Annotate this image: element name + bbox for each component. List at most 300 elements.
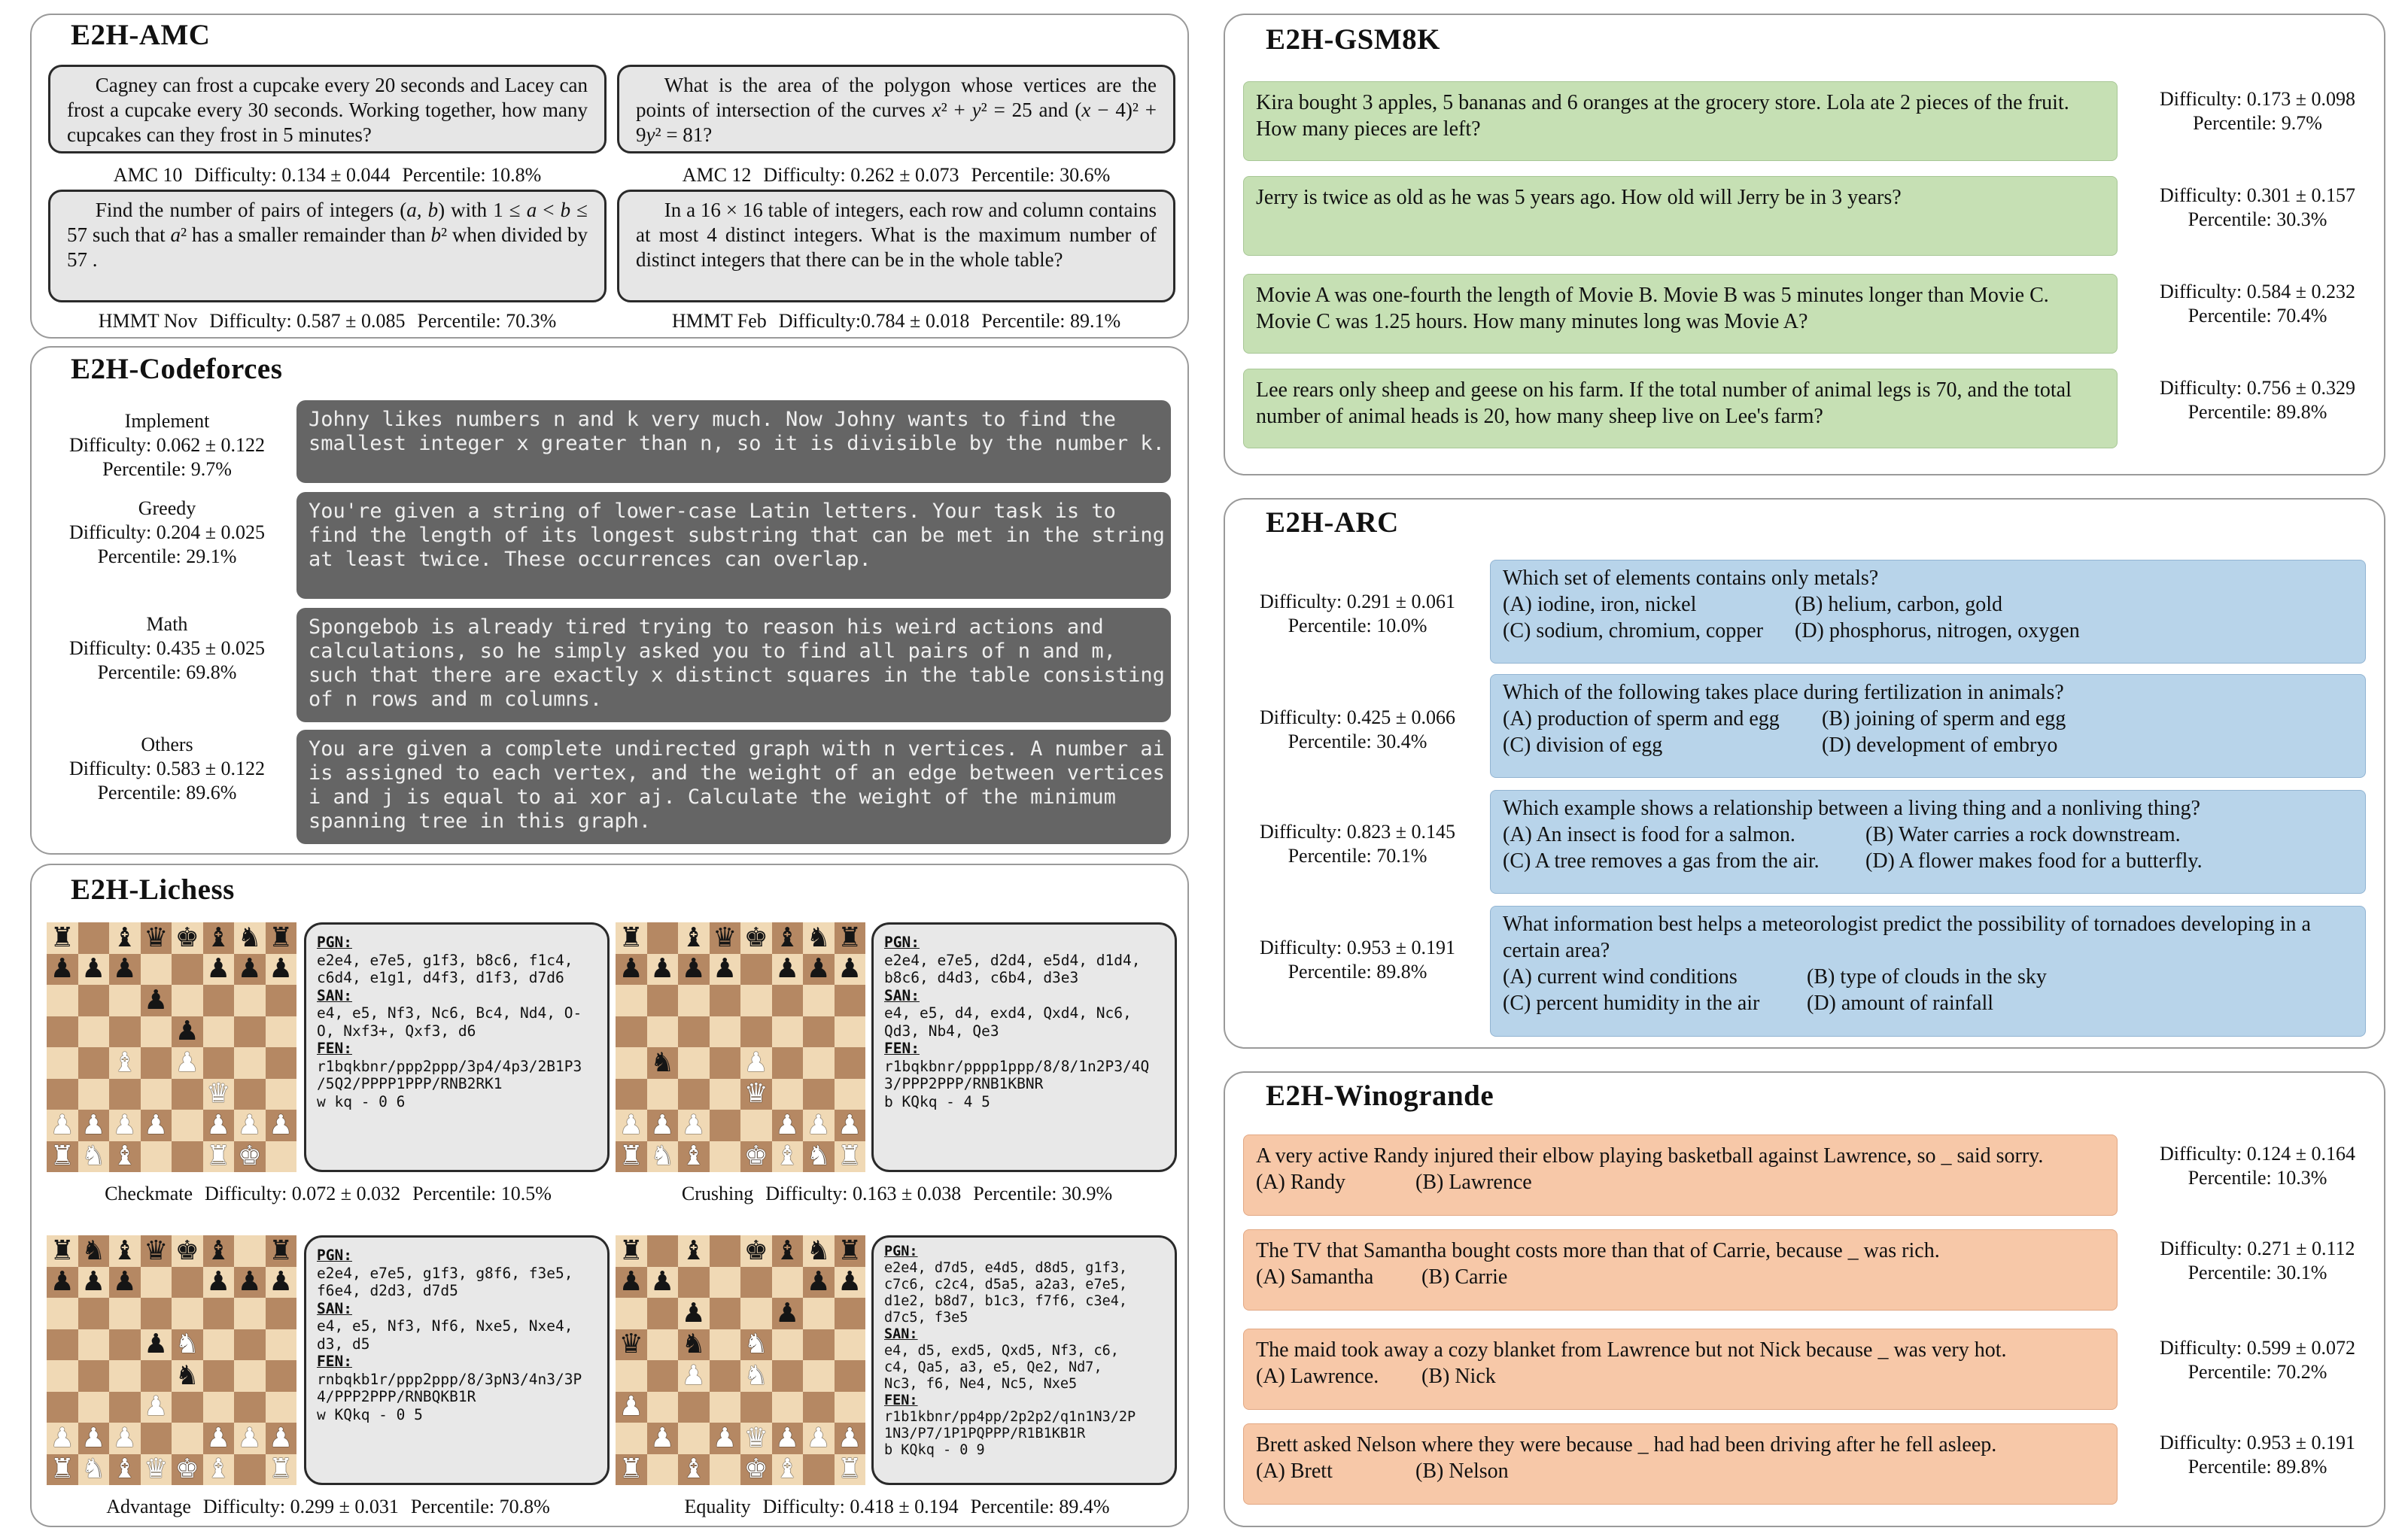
- black-pawn-icon: ♟: [838, 1266, 862, 1298]
- white-pawn-icon: ♟: [806, 1422, 831, 1453]
- chess-square: [803, 1360, 835, 1392]
- white-pawn-icon: ♟: [619, 1391, 643, 1423]
- black-bishop-icon: ♝: [775, 1235, 800, 1266]
- codeforces-title: E2H-Codeforces: [71, 353, 283, 385]
- black-pawn-icon: ♟: [650, 953, 675, 985]
- chess-square: [172, 1454, 203, 1486]
- gsm8k-question-4: Lee rears only sheep and geese on his farm. If the total number of animal legs is 70, and the total number of animal heads is 20, how many sheep live on Lee's farm?: [1243, 369, 2118, 448]
- chess-square: [835, 1235, 866, 1267]
- black-rook-icon: ♜: [838, 1235, 862, 1266]
- arc-stat-3: Difficulty: 0.823 ± 0.145 Percentile: 70.1%: [1259, 821, 1456, 867]
- chess-square: [109, 1047, 141, 1079]
- black-knight-icon: ♞: [175, 1359, 199, 1391]
- chess-square: [772, 1016, 804, 1048]
- chess-square: [47, 1298, 78, 1329]
- chess-square: [835, 922, 866, 954]
- chess-square: [678, 1360, 710, 1392]
- chess-square: [616, 1235, 647, 1267]
- white-rook-icon: ♜: [619, 1141, 643, 1172]
- chess-square: [616, 1298, 647, 1329]
- chess-square: [678, 1267, 710, 1299]
- chess-square: [803, 1298, 835, 1329]
- chess-square: [141, 1047, 172, 1079]
- chess-square: [772, 1141, 804, 1173]
- chess-square: [835, 985, 866, 1016]
- gsm8k-title: E2H-GSM8K: [1266, 23, 1441, 56]
- white-bishop-icon: ♝: [206, 1453, 231, 1485]
- white-queen-icon: ♛: [743, 1078, 768, 1110]
- pgn-box-3: PGN: e2e4, e7e5, g1f3, g8f6, f3e5, f6e4, d2d3, d7d5 SAN: e4, e5, Nf3, Nf6, Nxe5, Nxe4, d3, d5 FEN: rnbqkb1r/ppp2ppp/8/3pN3/4n3/3P 4/PPP2PPP/RNBQKB1R w KQkq - 0 5: [304, 1235, 610, 1485]
- gsm8k-stat-1: Difficulty: 0.173 ± 0.098 Percentile: 9.7%: [2159, 88, 2356, 134]
- black-knight-icon: ♞: [650, 1046, 675, 1078]
- gsm8k-question-3: Movie A was one-fourth the length of Movie B. Movie B was 5 minutes longer than Movie C. Movie C was 1.25 hours. How many minutes long was Movie A?: [1243, 274, 2118, 354]
- chess-square: [47, 1235, 78, 1267]
- chess-square: [710, 1267, 741, 1299]
- black-pawn-icon: ♟: [681, 1297, 706, 1329]
- black-rook-icon: ♜: [50, 1235, 74, 1266]
- black-pawn-icon: ♟: [681, 953, 706, 985]
- lichess-caption-3: Advantage Difficulty: 0.299 ± 0.031 Percentile: 70.8%: [106, 1496, 550, 1517]
- winogrande-title: E2H-Winogrande: [1266, 1080, 1494, 1112]
- chess-board-4: [616, 1235, 865, 1485]
- white-pawn-icon: ♟: [81, 1109, 106, 1141]
- chess-square: [172, 1360, 203, 1392]
- chess-square: [141, 985, 172, 1016]
- black-pawn-icon: ♟: [838, 953, 862, 985]
- lichess-caption-2: Crushing Difficulty: 0.163 ± 0.038 Percentile: 30.9%: [681, 1183, 1113, 1204]
- black-pawn-icon: ♟: [144, 1329, 169, 1360]
- chess-square: [203, 954, 235, 986]
- chess-square: [678, 1016, 710, 1048]
- chess-square: [740, 985, 772, 1016]
- chess-square: [141, 1110, 172, 1141]
- chess-square: [172, 1047, 203, 1079]
- white-pawn-icon: ♟: [112, 1109, 137, 1141]
- black-pawn-icon: ♟: [775, 1297, 800, 1329]
- white-knight-icon: ♞: [743, 1329, 768, 1360]
- chess-square: [647, 1016, 679, 1048]
- chess-square: [47, 1016, 78, 1048]
- white-rook-icon: ♜: [206, 1141, 231, 1172]
- chess-square: [172, 1016, 203, 1048]
- gsm8k-question-2: Jerry is twice as old as he was 5 years ago. How old will Jerry be in 3 years?: [1243, 176, 2118, 256]
- chess-square: [234, 1047, 266, 1079]
- black-king-icon: ♚: [175, 922, 199, 953]
- white-queen-icon: ♛: [743, 1422, 768, 1453]
- chess-square: [172, 985, 203, 1016]
- chess-square: [772, 1110, 804, 1141]
- gsm8k-question-1: Kira bought 3 apples, 5 bananas and 6 oranges at the grocery store. Lola ate 2 pieces of the fruit. How many pieces are left?: [1243, 81, 2118, 161]
- white-rook-icon: ♜: [838, 1453, 862, 1485]
- pgn-box-1: PGN: e2e4, e7e5, g1f3, b8c6, f1c4, c6d4, e1g1, d4f3, d1f3, d7d6 SAN: e4, e5, Nf3, Nc6, Bc4, Nd4, O- O, Nxf3+, Qxf3, d6 FEN: r1bqkbnr/ppp2ppp/3p4/4p3/2B1P3 /5Q2/PPPP1PPP/RNB2RK1 w kq - 0 6: [304, 922, 610, 1172]
- white-pawn-icon: ♟: [237, 1422, 262, 1453]
- chess-square: [803, 1267, 835, 1299]
- chess-square: [616, 1079, 647, 1110]
- chess-square: [203, 1454, 235, 1486]
- chess-square: [109, 922, 141, 954]
- chess-square: [109, 954, 141, 986]
- white-pawn-icon: ♟: [775, 1109, 800, 1141]
- chess-board-2: [616, 922, 865, 1172]
- chess-square: [803, 922, 835, 954]
- chess-square: [266, 1016, 297, 1048]
- white-pawn-icon: ♟: [237, 1109, 262, 1141]
- chess-square: [647, 1329, 679, 1361]
- lichess-title: E2H-Lichess: [71, 873, 235, 906]
- black-bishop-icon: ♝: [681, 1235, 706, 1266]
- chess-square: [678, 954, 710, 986]
- chess-square: [740, 1329, 772, 1361]
- chess-square: [710, 1454, 741, 1486]
- chess-square: [203, 1360, 235, 1392]
- white-pawn-icon: ♟: [269, 1109, 293, 1141]
- chess-square: [47, 1360, 78, 1392]
- black-king-icon: ♚: [175, 1235, 199, 1266]
- white-rook-icon: ♜: [50, 1453, 74, 1485]
- chess-square: [234, 954, 266, 986]
- chess-square: [835, 1047, 866, 1079]
- chess-square: [47, 954, 78, 986]
- chess-square: [141, 1079, 172, 1110]
- chess-square: [772, 985, 804, 1016]
- chess-square: [203, 1079, 235, 1110]
- arc-title: E2H-ARC: [1266, 506, 1399, 539]
- chess-square: [172, 1079, 203, 1110]
- chess-square: [803, 1079, 835, 1110]
- chess-square: [678, 1079, 710, 1110]
- chess-square: [835, 954, 866, 986]
- black-rook-icon: ♜: [619, 922, 643, 953]
- black-pawn-icon: ♟: [237, 953, 262, 985]
- chess-square: [740, 1235, 772, 1267]
- chess-square: [647, 1423, 679, 1454]
- chess-square: [234, 985, 266, 1016]
- black-pawn-icon: ♟: [237, 1266, 262, 1298]
- chess-square: [616, 1423, 647, 1454]
- white-pawn-icon: ♟: [81, 1422, 106, 1453]
- chess-square: [835, 1454, 866, 1486]
- white-pawn-icon: ♟: [838, 1109, 862, 1141]
- white-knight-icon: ♞: [175, 1329, 199, 1360]
- chess-square: [203, 1392, 235, 1423]
- arc-question-1: Which set of elements contains only metals? (A) iodine, iron, nickel (B) helium, carbon, gold (C) sodium, chromium, copper (D) phosphorus, nitrogen, oxygen: [1490, 560, 2366, 664]
- chess-square: [740, 1298, 772, 1329]
- black-queen-icon: ♛: [619, 1329, 643, 1360]
- chess-square: [740, 1267, 772, 1299]
- white-pawn-icon: ♟: [775, 1422, 800, 1453]
- winogrande-stat-2: Difficulty: 0.271 ± 0.112 Percentile: 30.1%: [2160, 1238, 2355, 1283]
- white-pawn-icon: ♟: [269, 1422, 293, 1453]
- chess-square: [266, 1110, 297, 1141]
- cf-stat-2: Greedy Difficulty: 0.204 ± 0.025 Percentile: 29.1%: [68, 497, 266, 567]
- cf-stat-3: Math Difficulty: 0.435 ± 0.025 Percentile: 69.8%: [68, 613, 266, 683]
- chess-square: [78, 954, 110, 986]
- white-pawn-icon: ♟: [681, 1109, 706, 1141]
- chess-square: [141, 954, 172, 986]
- black-rook-icon: ♜: [50, 922, 74, 953]
- chess-square: [710, 954, 741, 986]
- chess-square: [835, 1016, 866, 1048]
- chess-square: [266, 1235, 297, 1267]
- chess-square: [710, 1141, 741, 1173]
- chess-square: [835, 1141, 866, 1173]
- chess-square: [172, 954, 203, 986]
- chess-square: [616, 1329, 647, 1361]
- chess-square: [266, 1047, 297, 1079]
- black-pawn-icon: ♟: [619, 953, 643, 985]
- chess-square: [835, 1423, 866, 1454]
- chess-square: [710, 1079, 741, 1110]
- black-pawn-icon: ♟: [112, 1266, 137, 1298]
- amc-title: E2H-AMC: [71, 19, 211, 51]
- chess-square: [234, 1298, 266, 1329]
- white-pawn-icon: ♟: [50, 1109, 74, 1141]
- chess-square: [710, 922, 741, 954]
- chess-square: [141, 1329, 172, 1361]
- chess-square: [234, 1079, 266, 1110]
- chess-square: [47, 1329, 78, 1361]
- white-pawn-icon: ♟: [206, 1109, 231, 1141]
- chess-square: [740, 1392, 772, 1423]
- white-knight-icon: ♞: [81, 1453, 106, 1485]
- chess-square: [678, 1454, 710, 1486]
- chess-square: [740, 1079, 772, 1110]
- chess-square: [772, 1360, 804, 1392]
- chess-square: [740, 1454, 772, 1486]
- white-pawn-icon: ♟: [743, 1046, 768, 1078]
- chess-square: [678, 1298, 710, 1329]
- chess-square: [78, 1047, 110, 1079]
- black-knight-icon: ♞: [806, 1235, 831, 1266]
- chess-square: [803, 1392, 835, 1423]
- black-queen-icon: ♛: [144, 922, 169, 953]
- white-king-icon: ♚: [175, 1453, 199, 1485]
- chess-square: [172, 1392, 203, 1423]
- winogrande-question-3: The maid took away a cozy blanket from Lawrence but not Nick because _ was very hot. (A) Lawrence. (B) Nick: [1243, 1329, 2118, 1410]
- chess-square: [710, 1016, 741, 1048]
- chess-square: [78, 1110, 110, 1141]
- pgn-box-2: PGN: e2e4, e7e5, d2d4, e5d4, d1d4, b8c6, d4d3, c6b4, d3e3 SAN: e4, e5, d4, exd4, Qxd4, Nc6, Qd3, Nb4, Qe3 FEN: r1bqkbnr/pppp1ppp/8/8/1n2P3/4Q 3/PPP2PPP/RNB1KBNR b KQkq - 4 5: [871, 922, 1177, 1172]
- chess-board-1: [47, 922, 296, 1172]
- chess-square: [835, 1360, 866, 1392]
- chess-square: [78, 1454, 110, 1486]
- chess-square: [109, 1267, 141, 1299]
- black-bishop-icon: ♝: [206, 922, 231, 953]
- chess-square: [616, 1392, 647, 1423]
- amc-problem-2: What is the area of the polygon whose vertices are the points of intersection of the curves x² + y² = 25 and (x − 4)² + 9y² = 81?: [617, 65, 1175, 153]
- chess-square: [647, 1298, 679, 1329]
- chess-square: [266, 985, 297, 1016]
- chess-square: [740, 1110, 772, 1141]
- winogrande-stat-3: Difficulty: 0.599 ± 0.072 Percentile: 70.2%: [2159, 1337, 2356, 1383]
- black-pawn-icon: ♟: [112, 953, 137, 985]
- chess-square: [109, 1298, 141, 1329]
- gsm8k-stat-2: Difficulty: 0.301 ± 0.157 Percentile: 30.3%: [2159, 184, 2356, 230]
- chess-square: [772, 1423, 804, 1454]
- white-pawn-icon: ♟: [713, 1422, 737, 1453]
- chess-square: [772, 922, 804, 954]
- chess-square: [616, 954, 647, 986]
- chess-square: [772, 1329, 804, 1361]
- chess-square: [78, 1079, 110, 1110]
- chess-square: [234, 1423, 266, 1454]
- chess-square: [203, 1267, 235, 1299]
- chess-square: [616, 985, 647, 1016]
- chess-square: [266, 1267, 297, 1299]
- white-king-icon: ♚: [743, 1453, 768, 1485]
- chess-square: [710, 985, 741, 1016]
- chess-square: [803, 954, 835, 986]
- chess-square: [203, 1047, 235, 1079]
- white-pawn-icon: ♟: [619, 1109, 643, 1141]
- chess-square: [172, 922, 203, 954]
- chess-square: [678, 1047, 710, 1079]
- white-rook-icon: ♜: [269, 1453, 293, 1485]
- chess-square: [78, 1423, 110, 1454]
- black-king-icon: ♚: [743, 1235, 768, 1266]
- chess-square: [266, 922, 297, 954]
- chess-square: [616, 1141, 647, 1173]
- chess-square: [772, 1392, 804, 1423]
- chess-square: [266, 1298, 297, 1329]
- chess-square: [803, 1454, 835, 1486]
- winogrande-question-2: The TV that Samantha bought costs more than that of Carrie, because _ was rich. (A) Samantha (B) Carrie: [1243, 1229, 2118, 1311]
- cf-problem-1: Johny likes numbers n and k very much. Now Johny wants to find the smallest integer x greater than n, so it is divisible by the number k.: [296, 400, 1171, 483]
- amc-caption-4: HMMT Feb Difficulty:0.784 ± 0.018 Percentile: 89.1%: [671, 310, 1121, 332]
- black-rook-icon: ♜: [838, 922, 862, 953]
- white-rook-icon: ♜: [619, 1453, 643, 1485]
- chess-square: [266, 1079, 297, 1110]
- black-bishop-icon: ♝: [775, 922, 800, 953]
- chess-square: [234, 1110, 266, 1141]
- chess-square: [835, 1329, 866, 1361]
- white-rook-icon: ♜: [50, 1141, 74, 1172]
- chess-square: [203, 1329, 235, 1361]
- chess-square: [740, 1047, 772, 1079]
- chess-square: [109, 1423, 141, 1454]
- chess-square: [835, 1110, 866, 1141]
- chess-square: [616, 1360, 647, 1392]
- chess-square: [678, 1110, 710, 1141]
- chess-square: [710, 1235, 741, 1267]
- gsm8k-stat-4: Difficulty: 0.756 ± 0.329 Percentile: 89.8%: [2159, 377, 2356, 423]
- chess-square: [141, 1392, 172, 1423]
- chess-square: [803, 1047, 835, 1079]
- chess-square: [616, 922, 647, 954]
- black-bishop-icon: ♝: [112, 1235, 137, 1266]
- chess-square: [234, 922, 266, 954]
- black-pawn-icon: ♟: [50, 1266, 74, 1298]
- chess-square: [647, 922, 679, 954]
- white-king-icon: ♚: [237, 1141, 262, 1172]
- chess-square: [203, 1235, 235, 1267]
- chess-square: [710, 1329, 741, 1361]
- chess-square: [710, 1392, 741, 1423]
- white-bishop-icon: ♝: [112, 1046, 137, 1078]
- white-queen-icon: ♛: [144, 1453, 169, 1485]
- chess-square: [141, 1298, 172, 1329]
- chess-square: [803, 985, 835, 1016]
- chess-square: [740, 1360, 772, 1392]
- white-bishop-icon: ♝: [775, 1141, 800, 1172]
- chess-square: [203, 922, 235, 954]
- black-rook-icon: ♜: [269, 922, 293, 953]
- chess-square: [47, 1423, 78, 1454]
- chess-square: [109, 1016, 141, 1048]
- chess-square: [710, 1047, 741, 1079]
- chess-square: [266, 1329, 297, 1361]
- chess-square: [835, 1267, 866, 1299]
- chess-square: [234, 1235, 266, 1267]
- black-knight-icon: ♞: [237, 922, 262, 953]
- chess-square: [647, 1360, 679, 1392]
- chess-square: [647, 1267, 679, 1299]
- chess-square: [203, 1423, 235, 1454]
- chess-square: [647, 1392, 679, 1423]
- chess-square: [78, 1329, 110, 1361]
- chess-square: [803, 1329, 835, 1361]
- white-knight-icon: ♞: [81, 1141, 106, 1172]
- black-pawn-icon: ♟: [206, 953, 231, 985]
- black-queen-icon: ♛: [713, 922, 737, 953]
- chess-square: [109, 1454, 141, 1486]
- chess-square: [203, 1298, 235, 1329]
- chess-square: [78, 1235, 110, 1267]
- chess-square: [172, 1298, 203, 1329]
- arc-stat-1: Difficulty: 0.291 ± 0.061 Percentile: 10.0%: [1259, 591, 1456, 636]
- chess-square: [647, 1047, 679, 1079]
- chess-square: [172, 1329, 203, 1361]
- chess-square: [172, 1141, 203, 1173]
- white-bishop-icon: ♝: [681, 1141, 706, 1172]
- white-knight-icon: ♞: [743, 1359, 768, 1391]
- chess-square: [616, 1267, 647, 1299]
- chess-square: [678, 1423, 710, 1454]
- chess-square: [803, 1110, 835, 1141]
- white-pawn-icon: ♟: [650, 1109, 675, 1141]
- chess-square: [47, 1110, 78, 1141]
- black-pawn-icon: ♟: [806, 953, 831, 985]
- chess-square: [47, 1454, 78, 1486]
- chess-square: [266, 954, 297, 986]
- chess-square: [678, 985, 710, 1016]
- chess-square: [203, 985, 235, 1016]
- chess-square: [109, 1079, 141, 1110]
- chess-square: [647, 1141, 679, 1173]
- chess-square: [647, 985, 679, 1016]
- chess-square: [141, 1423, 172, 1454]
- white-pawn-icon: ♟: [838, 1422, 862, 1453]
- chess-square: [772, 1079, 804, 1110]
- chess-square: [141, 1141, 172, 1173]
- chess-square: [835, 1079, 866, 1110]
- chess-square: [803, 1235, 835, 1267]
- chess-square: [47, 1141, 78, 1173]
- chess-square: [772, 954, 804, 986]
- chess-square: [740, 1423, 772, 1454]
- amc-problem-3: Find the number of pairs of integers (a, b) with 1 ≤ a < b ≤ 57 such that a² has a smaller remainder than b² when divided by 57 .: [48, 190, 607, 302]
- white-pawn-icon: ♟: [144, 1109, 169, 1141]
- black-queen-icon: ♛: [144, 1235, 169, 1266]
- white-bishop-icon: ♝: [112, 1453, 137, 1485]
- chess-square: [772, 1267, 804, 1299]
- white-pawn-icon: ♟: [175, 1046, 199, 1078]
- chess-square: [47, 985, 78, 1016]
- chess-square: [772, 1298, 804, 1329]
- chess-square: [803, 1423, 835, 1454]
- gsm8k-stat-3: Difficulty: 0.584 ± 0.232 Percentile: 70.4%: [2159, 281, 2356, 327]
- chess-square: [234, 1360, 266, 1392]
